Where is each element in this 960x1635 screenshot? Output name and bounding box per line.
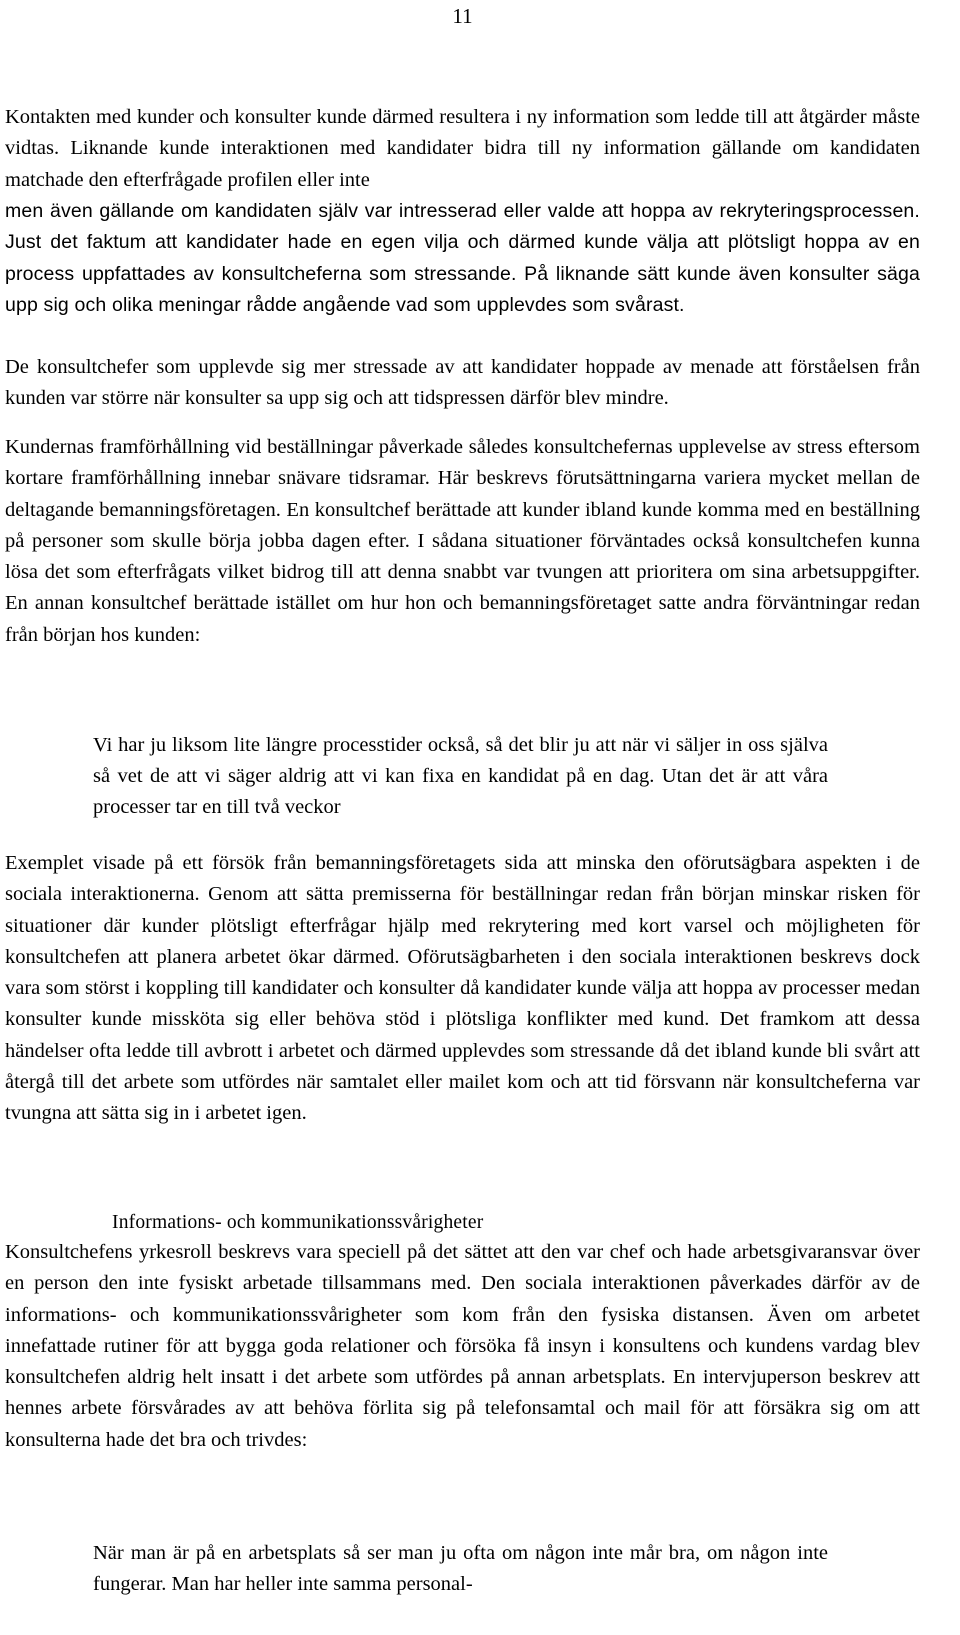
paragraph-2: Kundernas framförhållning vid beställningar påverkade således konsultchefernas upplevelse av stress eftersom kortare framförhållning innebar snävare tidsramar. Här beskrevs förutsättningarna variera mycket mellan de deltagande bemanningsföretagen. En konsultchef berättade att kunder ibland kunde komma med en beställning på personer som skulle börja jobba dagen efter. I sådana situationer förväntades också konsultchefen kunna lösa det som efterfrågats vilket bidrog till att denna snabbt var tvungen att prioritera om sina arbetsuppgifter. En annan konsultchef berättade istället om hur hon och bemanningsföretaget satte andra förväntningar redan från början hos kunden:: [5, 436, 920, 646]
paragraph-1-part-b: men även gällande om kandidaten själv var intresserad eller valde att hoppa av rekryteringsprocessen. Just det faktum att kandidater hade en egen vilja och därmed kunde välja att plötsligt hoppa av en process uppfattades av konsultcheferna som stressande. På liknande sätt kunde även konsulter säga upp sig och olika meningar rådde angående vad som upplevdes som svårast.: [5, 200, 920, 316]
paragraph-1-part-c: De konsultchefer som upplevde sig mer stressade av att kandidater hoppade av menade att förståelsen från kunden var större när konsulter sa upp sig och att tidspressen därför blev mindre.: [5, 356, 920, 410]
paragraph-3: Exemplet visade på ett försök från bemanningsföretagets sida att minska den oförutsägbara aspekten i de sociala interaktionerna. Genom att sätta premisserna för beställningar redan från början minskar risken för situationer där kunder plötsligt efterfrågar hjälp med rekrytering med kort varsel och möjligheten för konsultchefen att planera arbetet ökar därmed. Oförutsägbarheten i den sociala interaktionen beskrevs dock vara som störst i koppling till kandidater och konsulter då kandidater kunde välja att hoppa av processer medan konsulter kunde missköta sig eller behöva stöd i plötsliga konflikter med kund. Det framkom att dessa händelser ofta ledde till avbrott i arbetet och därmed upplevdes som stressande då det ibland kunde bli svårt att återgå till det arbete som utfördes när samtalet eller mailet kom och att tid försvann när konsultcheferna var tvungna att sätta sig in i arbetet igen.: [5, 852, 920, 1125]
block-quote-1: Vi har ju liksom lite längre processtider också, så det blir ju att när vi säljer in oss själva så vet de att vi säger aldrig att vi kan fixa en kandidat på en dag. Utan det är att våra processer tar en till två veckor: [93, 734, 828, 818]
page-number: 11: [452, 4, 473, 28]
section-heading: Informations- och kommunikationssvårigheter: [112, 1212, 484, 1233]
paragraph-4: Konsultchefens yrkesroll beskrevs vara speciell på det sättet att den var chef och hade arbetsgivaransvar över en person den inte fysiskt arbetade tillsammans med. Den sociala interaktionen påverkades därför av de informations- och kommunikationssvårigheter som kom från den fysiska distansen. Även om arbetet innefattade rutiner för att bygga goda relationer och försöka få insyn i konsultens och kundens vardag blev konsultchefen aldrig helt insatt i det arbete som utfördes på annan arbetsplats. En intervjuperson beskrev att hennes arbete försvårades av att behöva förlita sig på telefonsamtal och mail för att försäkra sig om att konsulterna hade det bra och trivdes:: [5, 1241, 920, 1451]
block-quote-2: När man är på en arbetsplats så ser man ju ofta om någon inte mår bra, om någon inte fungerar. Man har heller inte samma personal-: [93, 1542, 828, 1595]
paragraph-1-part-a: Kontakten med kunder och konsulter kunde därmed resultera i ny information som ledde till att åtgärder måste vidtas. Liknande kunde interaktionen med kandidater bidra till ny information gällande om kandidaten matchade den efterfrågade profilen eller inte: [5, 106, 920, 191]
